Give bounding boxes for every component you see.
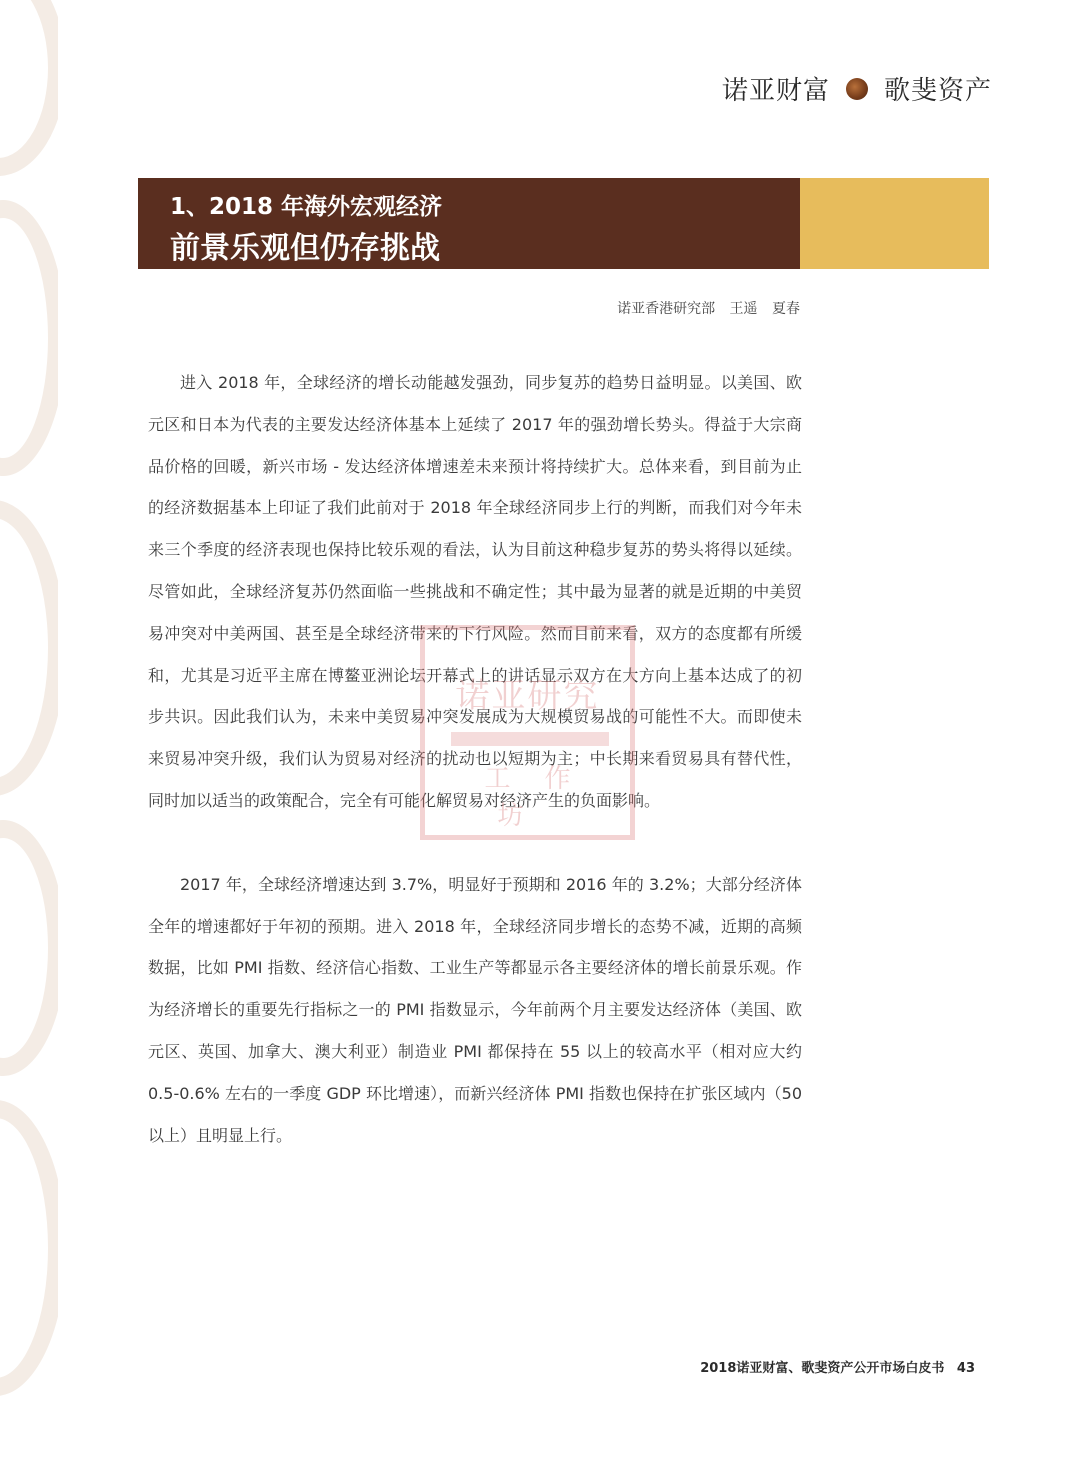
watermark-text-bottom: 工作坊 <box>484 764 605 831</box>
author-line <box>617 298 800 318</box>
title-banner <box>138 178 800 269</box>
author-name-2: 夏春 <box>772 301 800 317</box>
page-footer <box>700 1357 975 1376</box>
author-name-1: 王遥 <box>729 301 758 317</box>
article-paragraph-1: 进入 2018 年，全球经济的增长动能越发强劲，同步复苏的趋势日益明显。以美国、欧元区和日本为代表的主要发达经济体基本上延续了 2017 年的强劲增长势头。得益于大宗商品价格的回暖，新兴市场 - 发达经济体增速差未来预计将持续扩大。总体来看，到目前为止的经济数据基本上印证了我们此前对于 2018 年全球经济同步上行的判断，而我们对今年未来三个季度的经济表现也保持比较乐观的看法，认为目前这种稳步复苏的势头将得以延续。尽管如此，全球经济复苏仍然面临一些挑战和不确定性；其中最为显著的就是近期的中美贸易冲突对中美两国、甚至是全球经济带来的下行风险。然而目前来看，双方的态度都有所缓和，尤其是习近平主席在博鳌亚洲论坛开幕式上的讲话显示双方在大方向上基本达成了的初步共识。因此我们认为，未来中美贸易冲突发展成为大规模贸易战的可能性不大。而即使未来贸易冲突升级，我们认为贸易对经济的扰动也以短期为主；中长期来看贸易具有替代性，同时加以适当的政策配合，完全有可能化解贸易对经济产生的负面影响。 <box>148 373 802 810</box>
section-subtitle: 前景乐观但仍存挑战 <box>170 231 440 266</box>
decorative-left-pattern <box>0 0 58 1466</box>
brand-circle-icon <box>846 78 868 100</box>
watermark-text-top: 诺亚研究 <box>455 676 600 716</box>
article-paragraph-2: 2017 年，全球经济增速达到 3.7%，明显好于预期和 2016 年的 3.2%；大部分经济体全年的增速都好于年初的预期。进入 2018 年，全球经济同步增长的态势不减，近期的高频数据，比如 PMI 指数、经济信心指数、工业生产等都显示各主要经济体的增长前景乐观。作为经济增长的重要先行指标之一的 PMI 指数显示，今年前两个月主要发达经济体（美国、欧元区、英国、加拿大、澳大利亚）制造业 PMI 都保持在 55 以上的较高水平（相对应大约 0.5-0.6% 左右的一季度 GDP 环比增速），而新兴经济体 PMI 指数也保持在扩张区域内（50 以上）且明显上行。 <box>148 874 802 1145</box>
brand-name-gopher: 歌斐资产 <box>883 76 992 106</box>
article-body <box>148 362 802 1156</box>
brand-header <box>722 70 992 107</box>
banner-accent-block <box>800 178 989 269</box>
brand-name-noah: 诺亚财富 <box>721 76 830 106</box>
section-title: 1、2018 年海外宏观经济 <box>170 194 443 220</box>
author-department: 诺亚香港研究部 <box>617 301 716 317</box>
footer-title: 2018诺亚财富、歌斐资产公开市场白皮书 <box>700 1361 945 1376</box>
page-number: 43 <box>956 1361 975 1376</box>
